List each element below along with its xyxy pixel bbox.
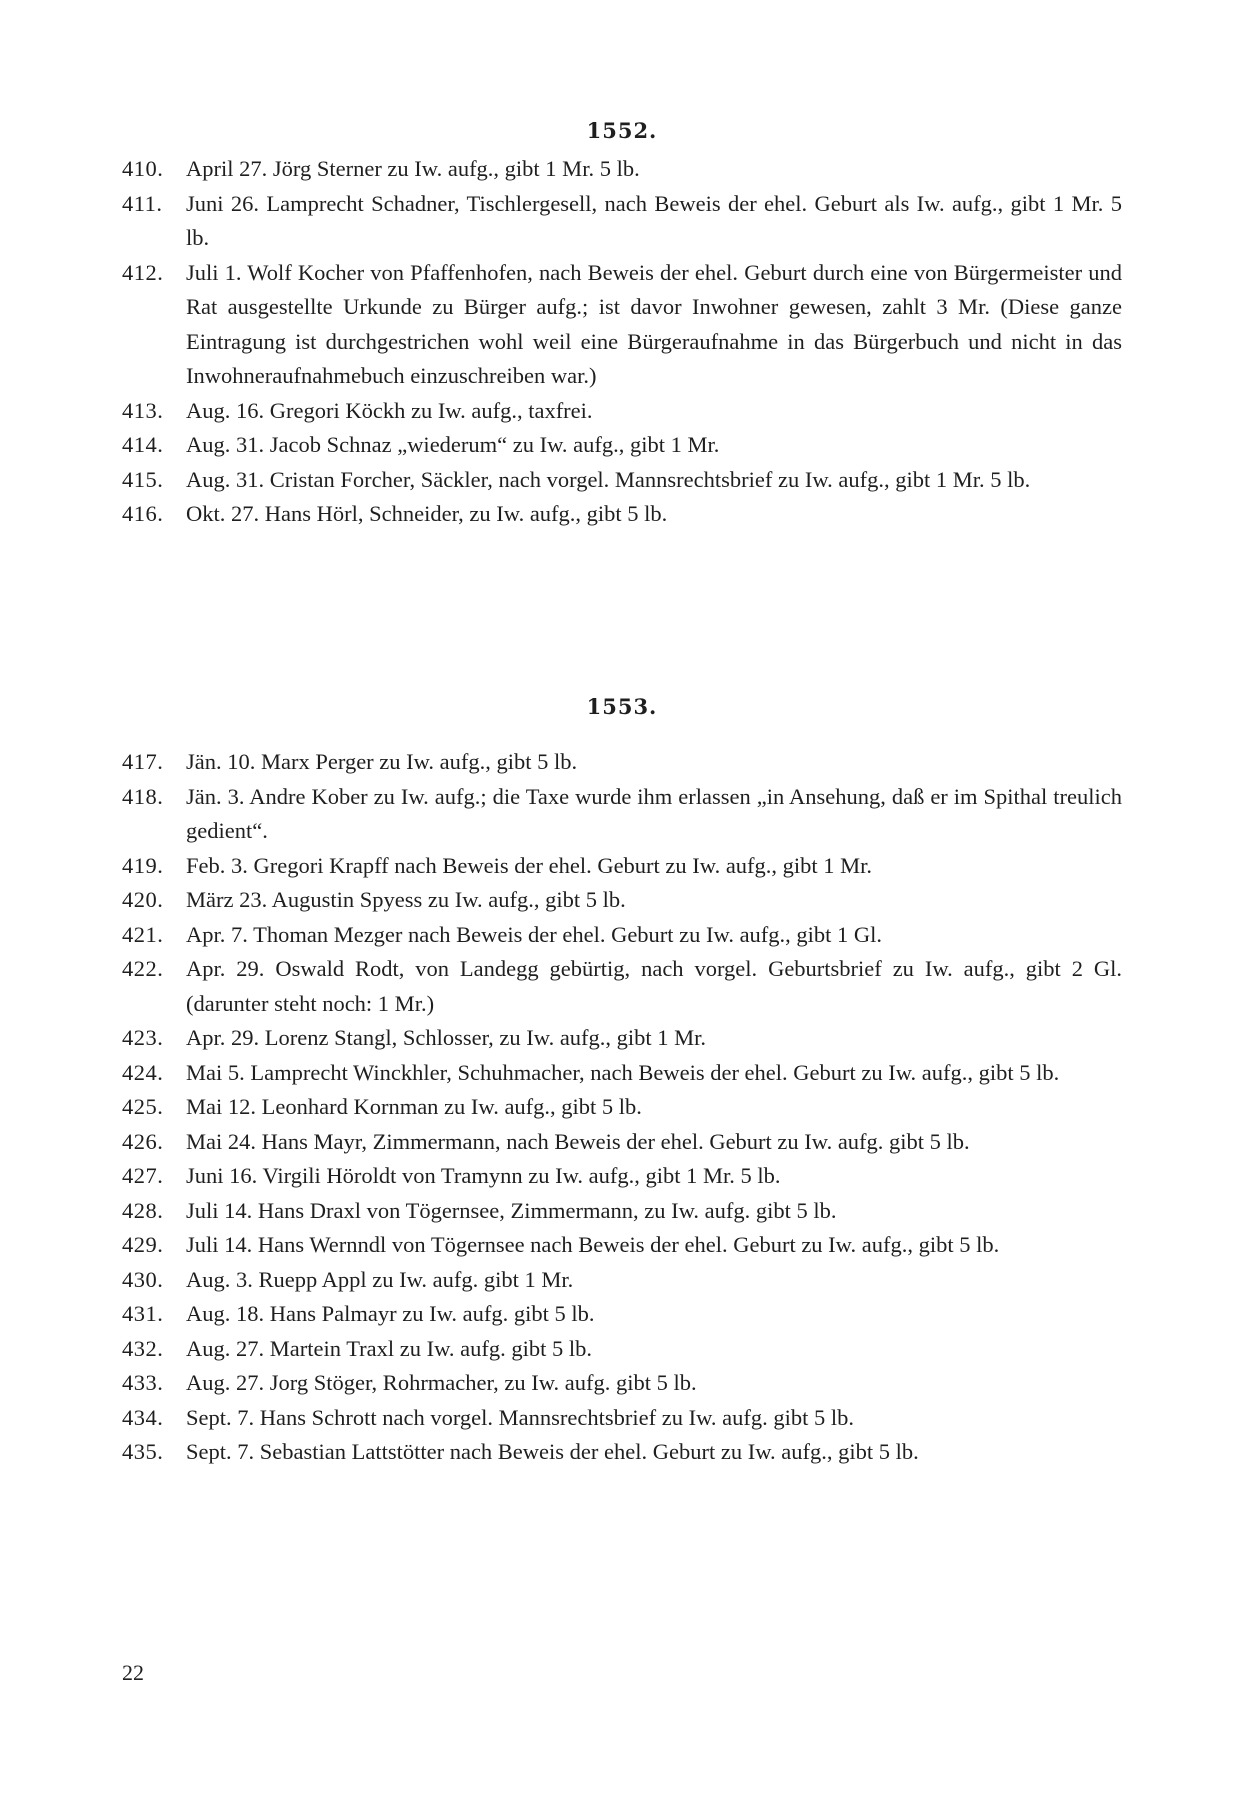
entry-text: Juli 14. Hans Draxl von Tögernsee, Zimmermann, zu Iw. aufg. gibt 5 lb. bbox=[186, 1197, 837, 1223]
entry-number: 418. bbox=[122, 783, 164, 809]
entry-number: 417. bbox=[122, 749, 164, 774]
entry-text: April 27. Jörg Sterner zu Iw. aufg., gibt 1 Mr. 5 lb. bbox=[186, 156, 640, 181]
entry-435 bbox=[122, 1435, 1122, 1470]
entry-text: Apr. 7. Thoman Mezger nach Beweis der ehel. Geburt zu Iw. aufg., gibt 1 Gl. bbox=[186, 921, 883, 947]
entry-number: 433. bbox=[122, 1370, 164, 1395]
entries-1553 bbox=[122, 745, 1122, 1470]
entries-1552 bbox=[122, 152, 1122, 532]
entry-number: 416. bbox=[122, 501, 164, 526]
entry-number: 412. bbox=[122, 259, 164, 285]
entry-number: 414. bbox=[122, 432, 164, 457]
entry-number: 435. bbox=[122, 1439, 164, 1464]
year-heading-1553: 1553. bbox=[586, 694, 658, 719]
entry-text: Jän. 3. Andre Kober zu Iw. aufg.; die Taxe wurde ihm erlassen „in Ansehung, daß er im Spithal treulich gedient“. bbox=[186, 783, 1122, 843]
entry-431 bbox=[122, 1297, 1122, 1332]
entry-number: 429. bbox=[122, 1232, 164, 1257]
entry-number: 432. bbox=[122, 1335, 164, 1361]
entry-411 bbox=[122, 187, 1122, 256]
entry-number: 425. bbox=[122, 1094, 164, 1119]
entry-419 bbox=[122, 849, 1122, 884]
entry-number: 426. bbox=[122, 1128, 164, 1154]
entry-number: 431. bbox=[122, 1301, 164, 1326]
page-number: 22 bbox=[122, 1660, 144, 1685]
entry-text: Aug. 18. Hans Palmayr zu Iw. aufg. gibt 5 lb. bbox=[186, 1301, 595, 1326]
entry-417 bbox=[122, 745, 1122, 780]
entry-number: 430. bbox=[122, 1266, 164, 1292]
entry-421 bbox=[122, 918, 1122, 953]
entry-text: Apr. 29. Lorenz Stangl, Schlosser, zu Iw. aufg., gibt 1 Mr. bbox=[186, 1025, 707, 1050]
entry-text: Aug. 31. Jacob Schnaz „wiederum“ zu Iw. aufg., gibt 1 Mr. bbox=[186, 432, 720, 457]
entry-text: Apr. 29. Oswald Rodt, von Landegg gebürtig, nach vorgel. Geburtsbrief zu Iw. aufg., gibt 2 Gl. (darunter steht noch: 1 Mr.) bbox=[186, 956, 1122, 1016]
entry-number: 413. bbox=[122, 397, 164, 423]
entry-text: Aug. 27. Jorg Stöger, Rohrmacher, zu Iw. aufg. gibt 5 lb. bbox=[186, 1370, 697, 1395]
entry-416 bbox=[122, 497, 1122, 532]
entry-number: 423. bbox=[122, 1025, 164, 1050]
entry-text: Aug. 3. Ruepp Appl zu Iw. aufg. gibt 1 Mr. bbox=[186, 1266, 574, 1292]
entry-text: Mai 12. Leonhard Kornman zu Iw. aufg., gibt 5 lb. bbox=[186, 1094, 642, 1119]
entry-text: Juli 1. Wolf Kocher von Pfaffenhofen, nach Beweis der ehel. Geburt durch eine von Bürgermeister und Rat ausgestellte Urkunde zu Bürger aufg.; ist davor Inwohner gewesen, zahlt 3 Mr. (Diese ganze Eintragung ist durchgestrichen wohl weil eine Bürgeraufnahme in das Bürgerbuch und nicht in das Inwohneraufnahmebuch einzuschreiben war.) bbox=[186, 259, 1122, 388]
entry-text: Jän. 10. Marx Perger zu Iw. aufg., gibt 5 lb. bbox=[186, 749, 578, 774]
entry-428 bbox=[122, 1194, 1122, 1229]
entry-text: Okt. 27. Hans Hörl, Schneider, zu Iw. aufg., gibt 5 lb. bbox=[186, 501, 668, 526]
entry-number: 427. bbox=[122, 1163, 164, 1188]
entry-number: 420. bbox=[122, 887, 164, 912]
entry-text: Sept. 7. Sebastian Lattstötter nach Beweis der ehel. Geburt zu Iw. aufg., gibt 5 lb. bbox=[186, 1439, 919, 1464]
entry-text: Feb. 3. Gregori Krapff nach Beweis der ehel. Geburt zu Iw. aufg., gibt 1 Mr. bbox=[186, 852, 873, 878]
entry-text: Sept. 7. Hans Schrott nach vorgel. Mannsrechtsbrief zu Iw. aufg. gibt 5 lb. bbox=[186, 1404, 854, 1430]
entry-418 bbox=[122, 780, 1122, 849]
entry-425 bbox=[122, 1090, 1122, 1125]
entry-426 bbox=[122, 1125, 1122, 1160]
entry-424 bbox=[122, 1056, 1122, 1091]
entry-422 bbox=[122, 952, 1122, 1021]
entry-number: 421. bbox=[122, 921, 164, 947]
year-heading-1552: 1552. bbox=[586, 118, 658, 143]
entry-410 bbox=[122, 152, 1122, 187]
entry-433 bbox=[122, 1366, 1122, 1401]
entry-text: Aug. 31. Cristan Forcher, Säckler, nach vorgel. Mannsrechtsbrief zu Iw. aufg., gibt 1 Mr. 5 lb. bbox=[186, 466, 1031, 492]
entry-429 bbox=[122, 1228, 1122, 1263]
entry-text: Juli 14. Hans Wernndl von Tögernsee nach Beweis der ehel. Geburt zu Iw. aufg., gibt 5 lb. bbox=[186, 1232, 1000, 1257]
entry-427 bbox=[122, 1159, 1122, 1194]
entry-text: Mai 24. Hans Mayr, Zimmermann, nach Beweis der ehel. Geburt zu Iw. aufg. gibt 5 lb. bbox=[186, 1128, 970, 1154]
entry-number: 434. bbox=[122, 1404, 164, 1430]
entry-412 bbox=[122, 256, 1122, 394]
entry-number: 410. bbox=[122, 156, 164, 181]
entry-434 bbox=[122, 1401, 1122, 1436]
entry-430 bbox=[122, 1263, 1122, 1298]
entry-text: Aug. 16. Gregori Köckh zu Iw. aufg., taxfrei. bbox=[186, 397, 593, 423]
entry-number: 428. bbox=[122, 1197, 164, 1223]
entry-number: 424. bbox=[122, 1059, 164, 1085]
entry-415 bbox=[122, 463, 1122, 498]
entry-413 bbox=[122, 394, 1122, 429]
entry-text: Aug. 27. Martein Traxl zu Iw. aufg. gibt 5 lb. bbox=[186, 1335, 592, 1361]
entry-text: Juni 16. Virgili Höroldt von Tramynn zu Iw. aufg., gibt 1 Mr. 5 lb. bbox=[186, 1163, 781, 1188]
entry-number: 411. bbox=[122, 190, 163, 216]
entry-text: Juni 26. Lamprecht Schadner, Tischlergesell, nach Beweis der ehel. Geburt als Iw. aufg., gibt 1 Mr. 5 lb. bbox=[186, 190, 1122, 250]
entry-text: März 23. Augustin Spyess zu Iw. aufg., gibt 5 lb. bbox=[186, 887, 626, 912]
entry-420 bbox=[122, 883, 1122, 918]
entry-text: Mai 5. Lamprecht Winckhler, Schuhmacher, nach Beweis der ehel. Geburt zu Iw. aufg., gibt 5 lb. bbox=[186, 1059, 1060, 1085]
entry-432 bbox=[122, 1332, 1122, 1367]
entry-number: 422. bbox=[122, 956, 164, 981]
entry-number: 419. bbox=[122, 852, 164, 878]
entry-number: 415. bbox=[122, 466, 164, 492]
entry-423 bbox=[122, 1021, 1122, 1056]
entry-414 bbox=[122, 428, 1122, 463]
